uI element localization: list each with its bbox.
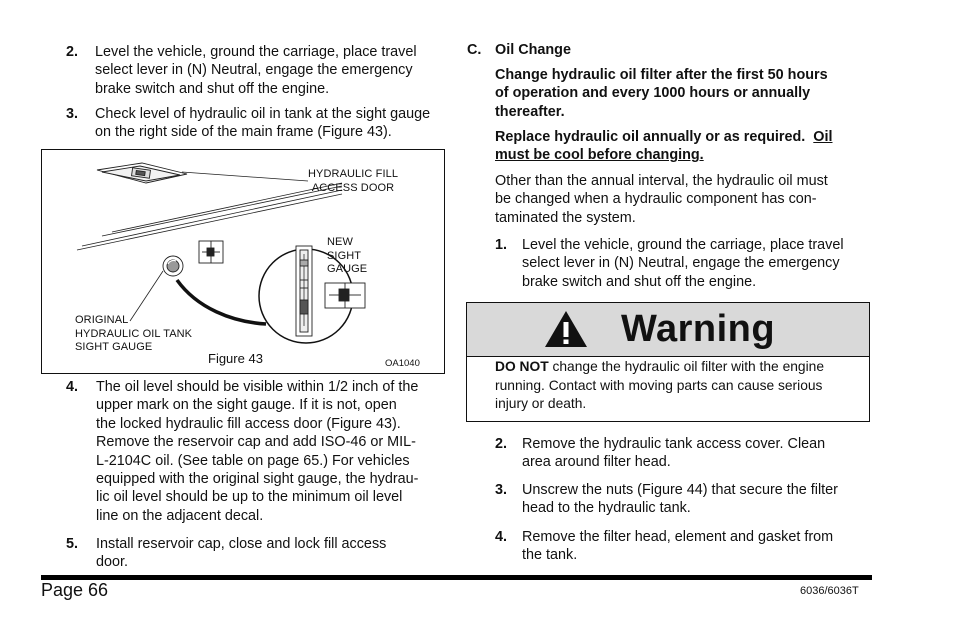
step-number: 4. [495, 529, 508, 545]
label-original-gauge: ORIGINAL HYDRAULIC OIL TANK SIGHT GAUGE [75, 314, 193, 353]
figure-code: OA1040 [385, 358, 420, 369]
step-text: The oil level should be visible within 1/2 inch of the upper mark on the sight gauge. If it is not, open the locked hydraulic fill access door (Figure 43). Remove the reservoir cap and add ISO-46 or MIL- L-2104C oil. (See table on page 65.) For vehicles equipped with the original sight gauge, the hydrau- lic oil level should be up to the minimum oil level line on the adjacent decal. [96, 379, 419, 524]
step-number: 3. [495, 482, 508, 498]
step-text: Unscrew the nuts (Figure 44) that secure the filter head to the hydraulic tank. [522, 482, 838, 517]
left-step-2 [66, 43, 456, 99]
step-text: Check level of hydraulic oil in tank at the sight gauge on the right side of the main frame (Figure 43). [95, 106, 431, 141]
step-number: 4. [66, 379, 79, 395]
new-sight-gauge-drawing [296, 246, 312, 336]
step-number: 3. [66, 106, 79, 122]
step-text: Remove the hydraulic tank access cover. Clean area around filter head. [522, 436, 826, 471]
step-text: Remove the filter head, element and gasket from the tank. [522, 529, 834, 564]
right-step-3 [495, 481, 885, 519]
page-number: Page 66 [41, 580, 109, 600]
step-text: Level the vehicle, ground the carriage, place travel select lever in (N) Neutral, engage the emergency brake switch and shut off the engine. [95, 44, 417, 97]
replace-oil-paragraph: Replace hydraulic oil annually or as required. Oil must be cool before changing. [495, 129, 833, 164]
filter-schedule-paragraph: Change hydraulic oil filter after the first 50 hours of operation and every 1000 hours or annually thereafter. [495, 67, 828, 120]
warning-header [467, 303, 869, 357]
interval-paragraph: Other than the annual interval, the hydraulic oil must be changed when a hydraulic component has con- taminated the system. [495, 173, 828, 226]
right-step-4 [495, 528, 885, 566]
right-step-2 [495, 435, 885, 473]
warning-triangle-icon [543, 309, 589, 349]
label-fill-door: HYDRAULIC FILL ACCESS DOOR [308, 168, 399, 194]
step-number: 5. [66, 536, 79, 552]
step-number: 2. [495, 436, 508, 452]
left-step-3 [66, 105, 456, 143]
section-title: Oil Change [495, 42, 571, 58]
warning-box [466, 302, 870, 422]
left-step-5 [66, 535, 456, 573]
footer-rule [41, 575, 872, 580]
step-text: Level the vehicle, ground the carriage, place travel select lever in (N) Neutral, engage the emergency brake switch and shut off the engine. [522, 237, 844, 290]
step-text: Install reservoir cap, close and lock fill access door. [96, 536, 387, 571]
fill-door-drawing [97, 163, 187, 183]
model-number: 6036/6036T [800, 585, 859, 597]
step-number: 1. [495, 237, 508, 253]
figure-caption: Figure 43 [208, 351, 263, 366]
original-gauge-drawing [163, 241, 223, 276]
figure-43 [41, 149, 445, 374]
label-new-sight-gauge: NEW SIGHT GAUGE [327, 236, 368, 275]
step-number: 2. [66, 44, 79, 60]
warning-text: DO NOT change the hydraulic oil filter with the engine running. Contact with moving parts can cause serious injury or death. [495, 359, 824, 411]
warning-title: Warning [621, 308, 776, 350]
left-step-4 [66, 378, 456, 528]
section-letter: C. [467, 42, 482, 58]
right-step-1 [495, 236, 885, 292]
